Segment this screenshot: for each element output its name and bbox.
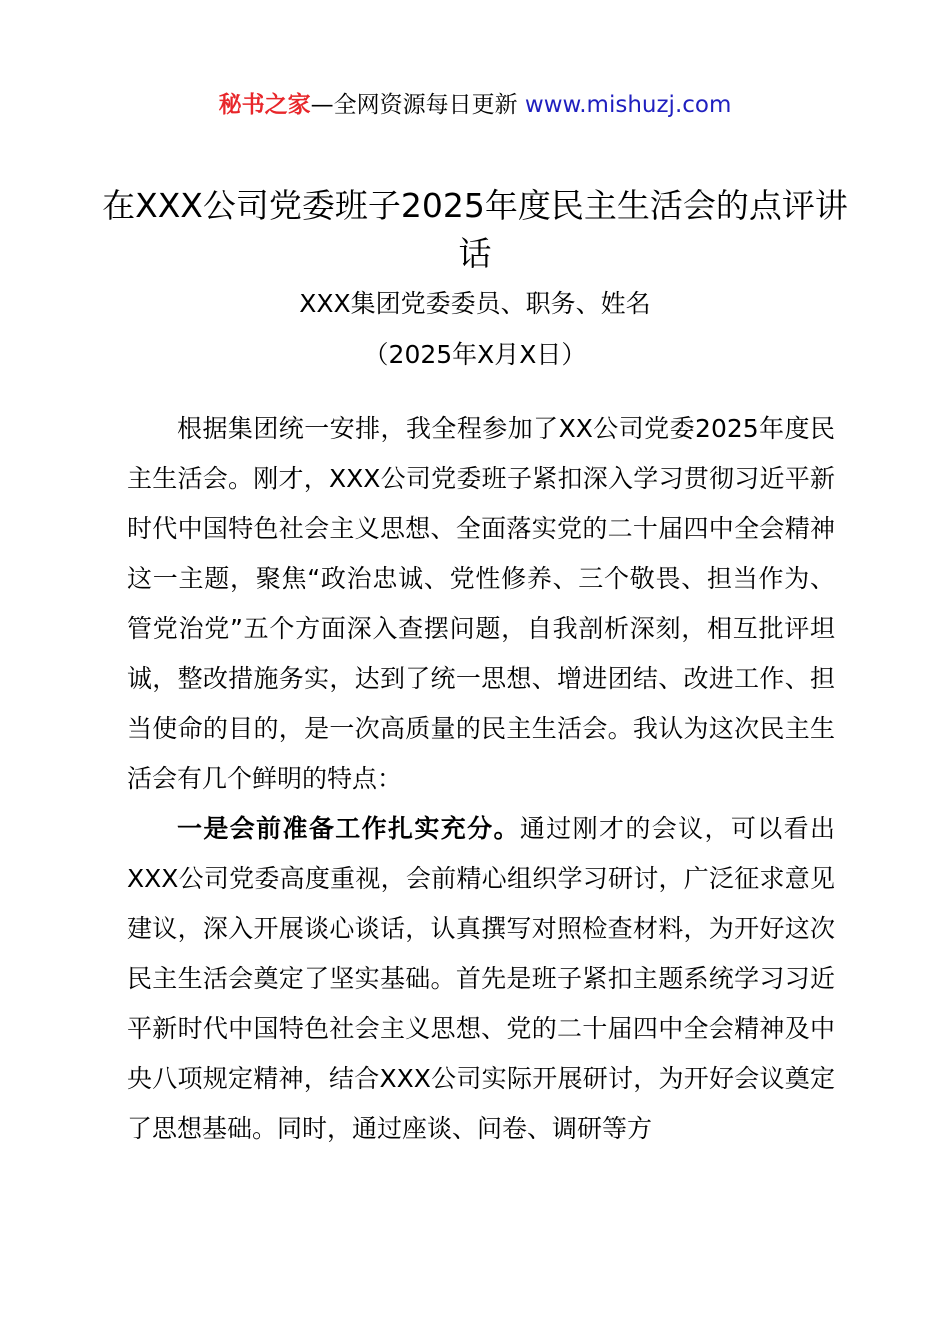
paragraph-2 — [127, 804, 835, 1154]
paragraph-text: 根据集团统一安排，我全程参加了XX公司党委2025年度民主生活会。刚才，XXX公司党委班子紧扣深入学习贯彻习近平新时代中国特色社会主义思想、全面落实党的二十届四中全会精神这一主题，聚焦“政治忠诚、党性修养、三个敬畏、担当作为、管党治党”五个方面深入查摆问题，自我剖析深刻，相互批评坦诚，整改措施务实，达到了统一思想、增进团结、改进工作、担当使命的目的，是一次高质量的民主生活会。我认为这次民主生活会有几个鲜明的特点： — [127, 414, 835, 793]
paragraph-lead: 一是会前准备工作扎实充分。 — [177, 814, 520, 843]
document-body — [127, 404, 835, 1154]
document-subtitle: XXX集团党委委员、职务、姓名 — [299, 289, 651, 318]
paragraph-text: 通过刚才的会议，可以看出XXX公司党委高度重视，会前精心组织学习研讨，广泛征求意见建议，深入开展谈心谈话，认真撰写对照检查材料，为开好这次民主生活会奠定了坚实基础。首先是班子紧扣主题系统学习习近平新时代中国特色社会主义思想、党的二十届四中全会精神及中央八项规定精神，结合XXX公司实际开展研讨，为开好会议奠定了思想基础。同时，通过座谈、问卷、调研等方 — [127, 814, 835, 1143]
document-title: 在XXX公司党委班子2025年度民主生活会的点评讲话 — [102, 186, 848, 273]
header-tagline: —全网资源每日更新 — [310, 92, 525, 118]
document-date: （2025年X月X日） — [363, 340, 587, 369]
site-header — [0, 88, 950, 122]
site-url[interactable]: www.mishuzj.com — [524, 92, 732, 118]
brand-name: 秘书之家 — [218, 92, 311, 118]
paragraph-1 — [127, 404, 835, 804]
